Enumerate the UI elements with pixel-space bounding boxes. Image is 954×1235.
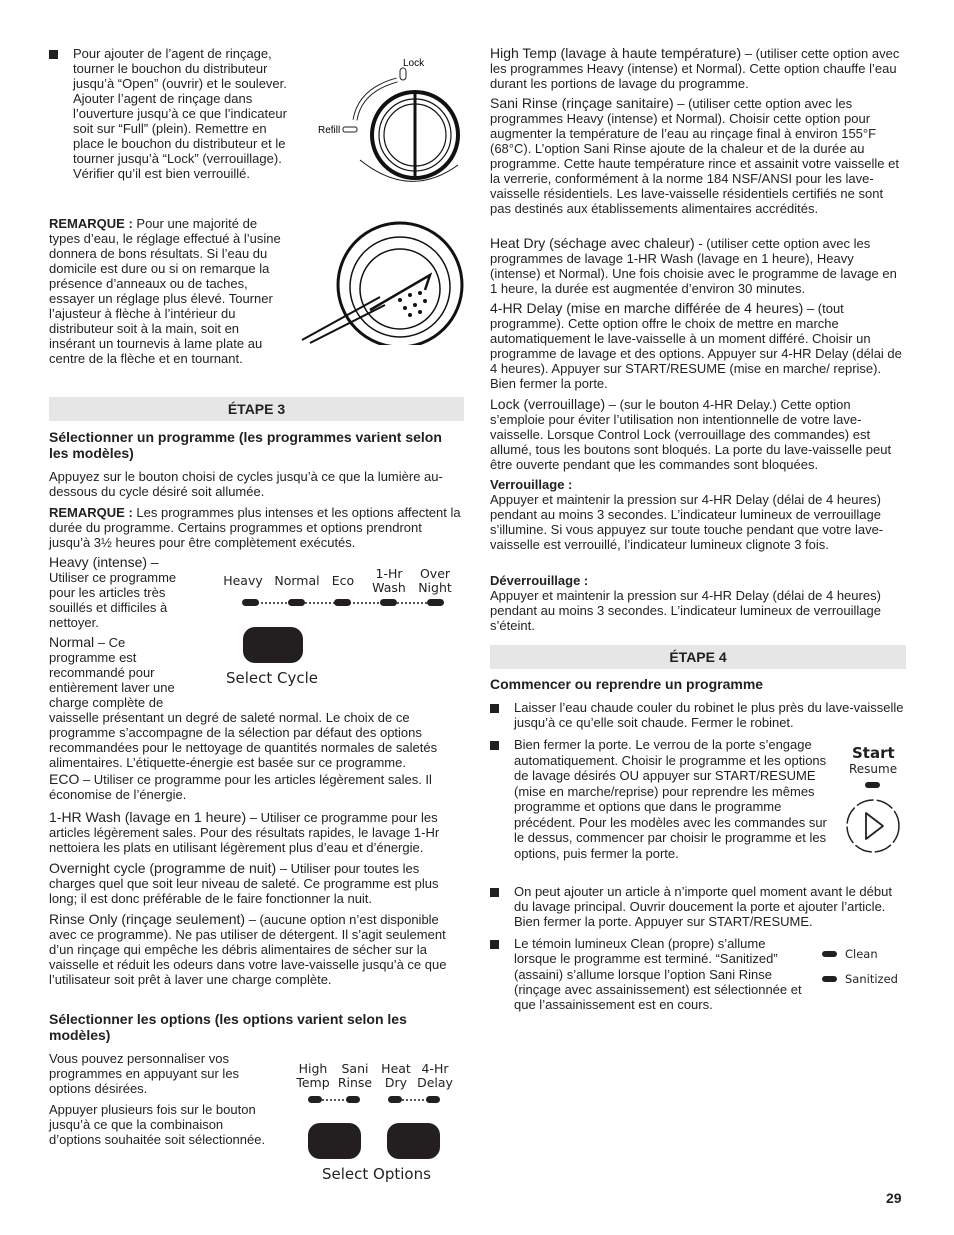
select-options-button-1[interactable] — [308, 1123, 361, 1159]
heat-dry-description: Heat Dry (séchage avec chaleur) - (utiliser cette option avec les programmes de lavage 1-HR Wash (lavage en 1 heure), Heavy (intense) et Normal). Une fois choisie avec le programme de lavage en 1 heure, la durée est augmentée d’environ 30 minutes. — [490, 235, 897, 296]
overnight-led — [427, 599, 444, 606]
high-temp-label: High Temp — [296, 1061, 330, 1090]
remarque-note-1: REMARQUE : Pour une majorité de types d’eau, le réglage effectué à l’usine donnera de bons résultats. Si l’eau du domicile est dure ou si on remarque la présence d’anneaux ou de taches, essayer un réglage plus élevé. Tourner l’ajusteur à flèche à l’intérieur du distributeur soit à la main, soit en insérant un tournevis à lame plate au centre de la flèche et en tournant. — [49, 216, 281, 366]
eco-cycle-label: Eco — [331, 573, 355, 588]
normal-description-a: Normal – Ce programme est recommandé pour entièrement laver une charge complète de — [49, 634, 175, 710]
verrouillage-section: Verrouillage : Appuyer et maintenir la pression sur 4-HR Delay (délai de 4 heures) pendant au moins 3 secondes. L’indicateur lumineux de verrouillage s’illumine. Si vous appuyez sur toute touche pendant que votre lave-vaisselle est verrouillé, l’indicateur lumineux clignote 3 fois. — [490, 477, 884, 552]
bullet-add-item: On peut ajouter un article à n’importe quel moment avant le début du lavage principal. Ouvrir doucement la porte et ajouter l’article. Bien fermer la porte. Appuyer sur START/RESUME. — [514, 884, 892, 929]
4hr-delay-description: 4-HR Delay (mise en marche différée de 4 heures) – (tout programme). Cette option offre le choix de mettre en marche automatiquement le lave-vaisselle à un moment différé. Choisir un programme de lavage et des options. Appuyer sur 4-HR Delay (délai de 4 heures). Appuyer sur START/RESUME (mise en marche/ reprise). Bien fermer la porte. — [490, 300, 902, 391]
1hr-wash-cycle-label: 1-Hr Wash — [372, 566, 406, 595]
resume-label: Resume — [849, 762, 898, 776]
1hr-wash-description: 1-HR Wash (lavage en 1 heure) – Utiliser ce programme pour les articles légèrement sales. Pour des résultats rapides, le lavage 1-Hr nettoiera les plats en utilisant légèrement plus d’eau et d’énergie. — [49, 809, 440, 855]
4hr-delay-led — [426, 1096, 440, 1103]
bullet-icon — [490, 741, 499, 750]
bullet-icon — [49, 50, 58, 59]
clean-label: Clean — [845, 947, 878, 961]
sanitized-label: Sanitized — [845, 972, 898, 986]
sani-rinse-led — [346, 1096, 360, 1103]
etape-3-header: ÉTAPE 3 — [49, 397, 464, 421]
bullet-close-door: Bien fermer la porte. Le verrou de la porte s’engage automatiquement. Choisir le programme et les options de lavage désirés OU appuyer sur START/RESUME (mise en marche/reprise) pour reprendre les mêmes programme et options que dans le programme précédent. Pour les modèles avec les commandes sur le dessus, commencer par choisir le programme et les options, puis fermer la porte. — [514, 737, 827, 861]
eco-led — [334, 599, 351, 606]
refill-label: Refill — [318, 125, 341, 136]
high-temp-led — [308, 1096, 322, 1103]
start-led — [865, 782, 880, 788]
normal-description-b: vaisselle présentant un degré de saleté normal. Le choix de ce programme s’accompagne de la sélection par défaut des options recommandées pour le nettoyage de quantités normales de saletés alimentaires. L’étiquette-énergie est basée sur ce programme. — [49, 710, 438, 770]
start-resume-button[interactable] — [845, 798, 901, 854]
deverrouillage-section: Déverrouillage : Appuyer et maintenir la pression sur 4-HR Delay (délai de 4 heures) pendant au moins 3 secondes. L’indicateur lumineux de verrouillage s’éteint. — [490, 573, 881, 633]
lock-description: Lock (verrouillage) – (sur le bouton 4-HR Delay.) Cette option s’emploie pour éviter l’utilisation non intentionnelle de votre lave-vaisselle. Lorsque Control Lock (verrouillage des commandes) est allumé, tous les boutons sont bloqués. La porte du lave-vaisselle peut être ouverte pendant que les commandes sont bloquées. — [490, 396, 892, 472]
normal-cycle-label: Normal — [274, 573, 320, 588]
select-cycle-label: Select Cycle — [226, 669, 319, 687]
bullet-hot-water: Laisser l’eau chaude couler du robinet le plus près du lave-vaisselle jusqu’à ce qu’elle soit chaude. Fermer le robinet. — [514, 700, 904, 730]
select-cycle-heading: Sélectionner un programme (les programmes varient selon les modèles) — [49, 429, 442, 461]
select-options-label: Select Options — [322, 1165, 431, 1183]
play-icon — [866, 813, 883, 839]
4hr-delay-label: 4-Hr Delay — [417, 1061, 453, 1090]
high-temp-description: High Temp (lavage à haute température) – (utiliser cette option avec les programmes Heavy (intense) et Normal). Cette option chauffe l’eau durant les portions de lavage du programme. — [490, 45, 900, 91]
bullet-icon — [490, 940, 499, 949]
bullet-icon — [490, 888, 499, 897]
heat-dry-led — [388, 1096, 402, 1103]
heavy-cycle-label: Heavy — [223, 573, 263, 588]
start-program-heading: Commencer ou reprendre un programme — [490, 676, 764, 692]
clean-led — [822, 951, 837, 957]
bullet-clean-indicator: Le témoin lumineux Clean (propre) s’allume lorsque le programme est terminé. “Sanitized” (assaini) s’allume lorsque l’option Sani Rinse (rinçage avec assainissement) est sélectionnée et que l’assainissement est en cours. — [514, 936, 802, 1013]
heavy-description: Heavy (intense) – Utiliser ce programme pour les articles très souillés et difficiles à nettoyer. — [49, 554, 177, 630]
select-cycle-text: Appuyez sur le bouton choisi de cycles jusqu’à ce que la lumière au-dessous du cycle désiré soit allumée. — [49, 469, 443, 499]
select-options-text-1: Vous pouvez personnaliser vos programmes en appuyant sur les options désirées. — [49, 1051, 240, 1096]
sani-rinse-description: Sani Rinse (rinçage sanitaire) – (utiliser cette option avec les programmes Heavy (intense) et Normal). Choisir cette option pour augmenter la température de l’eau au rinçage final à environ 155°F (68°C). L’option Sani Rinse ajoute de la chaleur et de la durée au programme. Cette haute température rince et assainit votre vaisselle et la verrerie, conformément à la norme 184 NSF/ANSI pour les lave-vaisselle résidentiels. Les lave-vaisselle résidentiels certifiés ne sont pas destinés aux établissements alimentaires accrédités. — [490, 95, 899, 216]
sani-rinse-label: Sani Rinse — [337, 1061, 373, 1090]
1hr-wash-led — [380, 599, 397, 606]
rinse-only-description: Rinse Only (rinçage seulement) – (aucune option n’est disponible avec ce programme). Ne pas utiliser de détergent. Il s’agit seulement d’un rinçage qui empêche les débris alimentaires de sécher sur la vaisselle et réduit les odeurs dans votre lave-vaisselle jusqu’à ce que l’utilisateur soit prêt à laver une charge complète. — [49, 911, 447, 987]
start-label: Start — [852, 744, 895, 762]
select-options-button-2[interactable] — [387, 1123, 440, 1159]
heat-dry-label: Heat Dry — [381, 1061, 411, 1090]
rinse-aid-adjuster-illustration — [300, 215, 465, 345]
lock-label: Lock — [403, 58, 425, 69]
dispenser-cap-illustration — [300, 50, 460, 190]
page-number: 29 — [886, 1190, 902, 1206]
overnight-description: Overnight cycle (programme de nuit) – Utiliser pour toutes les charges quel que soit leur niveau de saleté. Ce programme est plus long; il est donc préférable de le faire fonctionner la nuit. — [49, 860, 439, 906]
heavy-led — [242, 599, 259, 606]
rinse-aid-instructions: Pour ajouter de l’agent de rinçage, tourner le bouchon du distributeur jusqu’à “Open” (ouvrir) et le soulever. Ajouter l’agent de rinçage dans l’ouverture jusqu’à ce que l’indicateur soit sur “Full” (plein). Remettre en place le bouchon du distributeur et le tourner jusqu’à “Lock” (verrouillage). Vérifier qu’il est bien verrouillé. — [73, 46, 287, 181]
etape-4-header: ÉTAPE 4 — [490, 645, 906, 669]
select-options-text-2: Appuyer plusieurs fois sur le bouton jusqu’à ce que la combinaison d’options souhaitée soit sélectionnée. — [49, 1102, 266, 1147]
overnight-cycle-label: Over Night — [418, 566, 452, 595]
select-cycle-button[interactable] — [243, 627, 303, 663]
eco-description: ECO – Utiliser ce programme pour les articles légèrement sales. Il économise de l’énergie. — [49, 771, 432, 802]
bullet-icon — [490, 704, 499, 713]
select-options-heading: Sélectionner les options (les options varient selon les modèles) — [49, 1011, 407, 1043]
sanitized-led — [822, 976, 837, 982]
remarque-note-2: REMARQUE : Les programmes plus intenses et les options affectent la durée du programme. Certains programmes et options prendront jusqu’à 3½ heures pour être complètement exécutés. — [49, 505, 461, 550]
normal-led — [288, 599, 305, 606]
